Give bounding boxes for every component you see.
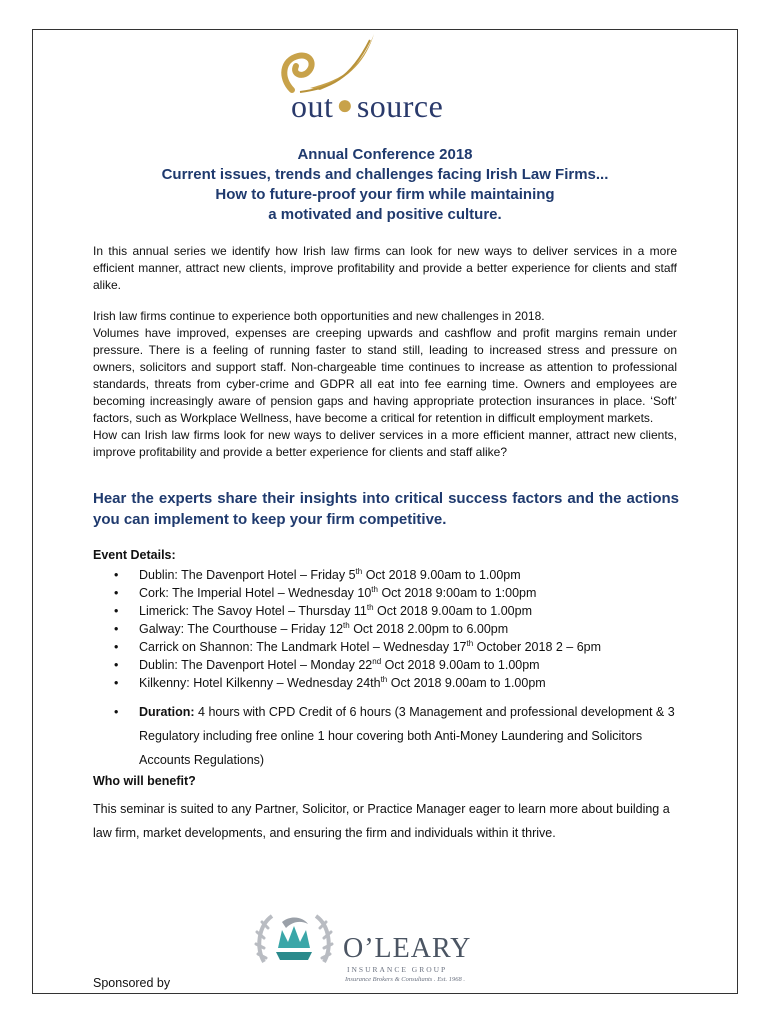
event-sup: th (366, 602, 374, 612)
who-will-benefit-title: Who will benefit? (93, 774, 196, 788)
intro-paragraph: In this annual series we identify how Irish law firms can look for new ways to deliver services in a more efficient manner, attract new clients, improve profitability and provide a better experience for clients and staff alike. (93, 244, 677, 292)
bullet-icon: • (114, 705, 119, 719)
duration-text-block (139, 700, 679, 772)
bullet-icon: • (114, 658, 119, 672)
logo-word-out: out (291, 88, 334, 124)
event-text-end: Oct 2018 9:00am to 1:00pm (377, 586, 537, 600)
bullet-icon: • (114, 676, 119, 690)
bullet-icon: • (114, 586, 119, 600)
event-text: Carrick on Shannon: The Landmark Hotel – Wednesday 17 (139, 640, 467, 654)
event-text: Cork: The Imperial Hotel – Wednesday 10 (139, 586, 372, 600)
event-sup: th (466, 638, 474, 648)
event-item (93, 638, 693, 656)
event-text-end: Oct 2018 2.00pm to 6.00pm (349, 622, 509, 636)
body-line-2: Volumes have improved, expenses are creeping upwards and cashflow and profit margins remain under pressure. There is a feeling of running faster to stand still, leading to increased stress and pressure on owners, solicitors and support staff. Non-chargeable time continues to increase as attention to professional standards, threats from cyber-crime and GDPR all eat into fee earning time. Owners and employees are becoming increasingly aware of pension gaps and having appropriate protection insurances in place. ‘Soft’ factors, such as Workplace Wellness, have become a critical for retention in difficult employment markets. (93, 326, 677, 425)
who-will-benefit-text: This seminar is suited to any Partner, Solicitor, or Practice Manager eager to learn more about building a law firm, market developments, and ensuring the firm and individuals within it thrive. (93, 802, 670, 840)
event-sup: th (355, 566, 363, 576)
event-text: Galway: The Courthouse – Friday 12 (139, 622, 344, 636)
bullet-icon: • (114, 640, 119, 654)
logo-dot-icon: ● (336, 90, 354, 121)
event-sup: nd (372, 656, 382, 666)
experts-headline: Hear the experts share their insights into critical success factors and the actions you can implement to keep your firm competitive. (93, 490, 679, 528)
duration-item (93, 700, 693, 772)
title-line-1: Annual Conference 2018 (297, 146, 473, 163)
event-item (93, 566, 693, 584)
event-text-end: Oct 2018 9.00am to 1.00pm (362, 568, 521, 582)
event-details-title: Event Details: (93, 548, 176, 562)
event-item (93, 602, 693, 620)
event-sup: th (371, 584, 378, 594)
event-item (93, 656, 693, 674)
conference-title-block (60, 145, 710, 225)
laurel-crest-icon (256, 916, 332, 962)
duration-label: Duration: (139, 705, 195, 719)
event-sup: th (380, 674, 388, 684)
event-text: Limerick: The Savoy Hotel – Thursday 11 (139, 604, 367, 618)
sponsor-name: O’LEARY (343, 933, 472, 964)
sponsor-subtitle: INSURANCE GROUP (347, 965, 448, 974)
logo-swirl-icon (284, 55, 311, 90)
event-text-end: Oct 2018 9.00am to 1.00pm (381, 658, 540, 672)
bullet-icon: • (114, 568, 119, 582)
title-line-4: a motivated and positive culture. (268, 206, 502, 223)
body-paragraph (93, 308, 677, 461)
bullet-icon: • (114, 604, 119, 618)
event-list (93, 566, 693, 692)
bullet-icon: • (114, 622, 119, 636)
event-item (93, 620, 693, 638)
sponsor-tagline: Insurance Brokers & Consultants . Est. 1968 . (345, 976, 466, 983)
outsource-wordmark (291, 88, 443, 125)
event-text-end: Oct 2018 9.00am to 1.00pm (373, 604, 532, 618)
title-line-2: Current issues, trends and challenges facing Irish Law Firms... (161, 166, 609, 183)
sponsored-by-label: Sponsored by (93, 976, 171, 990)
event-text: Kilkenny: Hotel Kilkenny – Wednesday 24th (139, 676, 381, 690)
logo-word-source: source (356, 88, 444, 124)
event-text-end: Oct 2018 9.00am to 1.00pm (387, 676, 546, 690)
event-text: Dublin: The Davenport Hotel – Monday 22 (139, 658, 373, 672)
body-line-3: How can Irish law firms look for new ways to deliver services in a more efficient manner, attract new clients, improve profitability and provide a better experience for clients and staff alike? (93, 428, 677, 459)
body-line-1: Irish law firms continue to experience both opportunities and new challenges in 2018. (93, 309, 545, 323)
event-item (93, 674, 693, 692)
title-line-3: How to future-proof your firm while maintaining (215, 186, 555, 203)
event-text-end: October 2018 2 – 6pm (473, 640, 602, 654)
event-text: Dublin: The Davenport Hotel – Friday 5 (139, 568, 356, 582)
event-sup: th (343, 620, 350, 630)
duration-text: 4 hours with CPD Credit of 6 hours (3 Management and professional development & 3 Regulatory including free online 1 hour covering both Anti-Money Laundering and Solicitors Accounts Regulations) (139, 705, 675, 767)
event-item (93, 584, 693, 602)
